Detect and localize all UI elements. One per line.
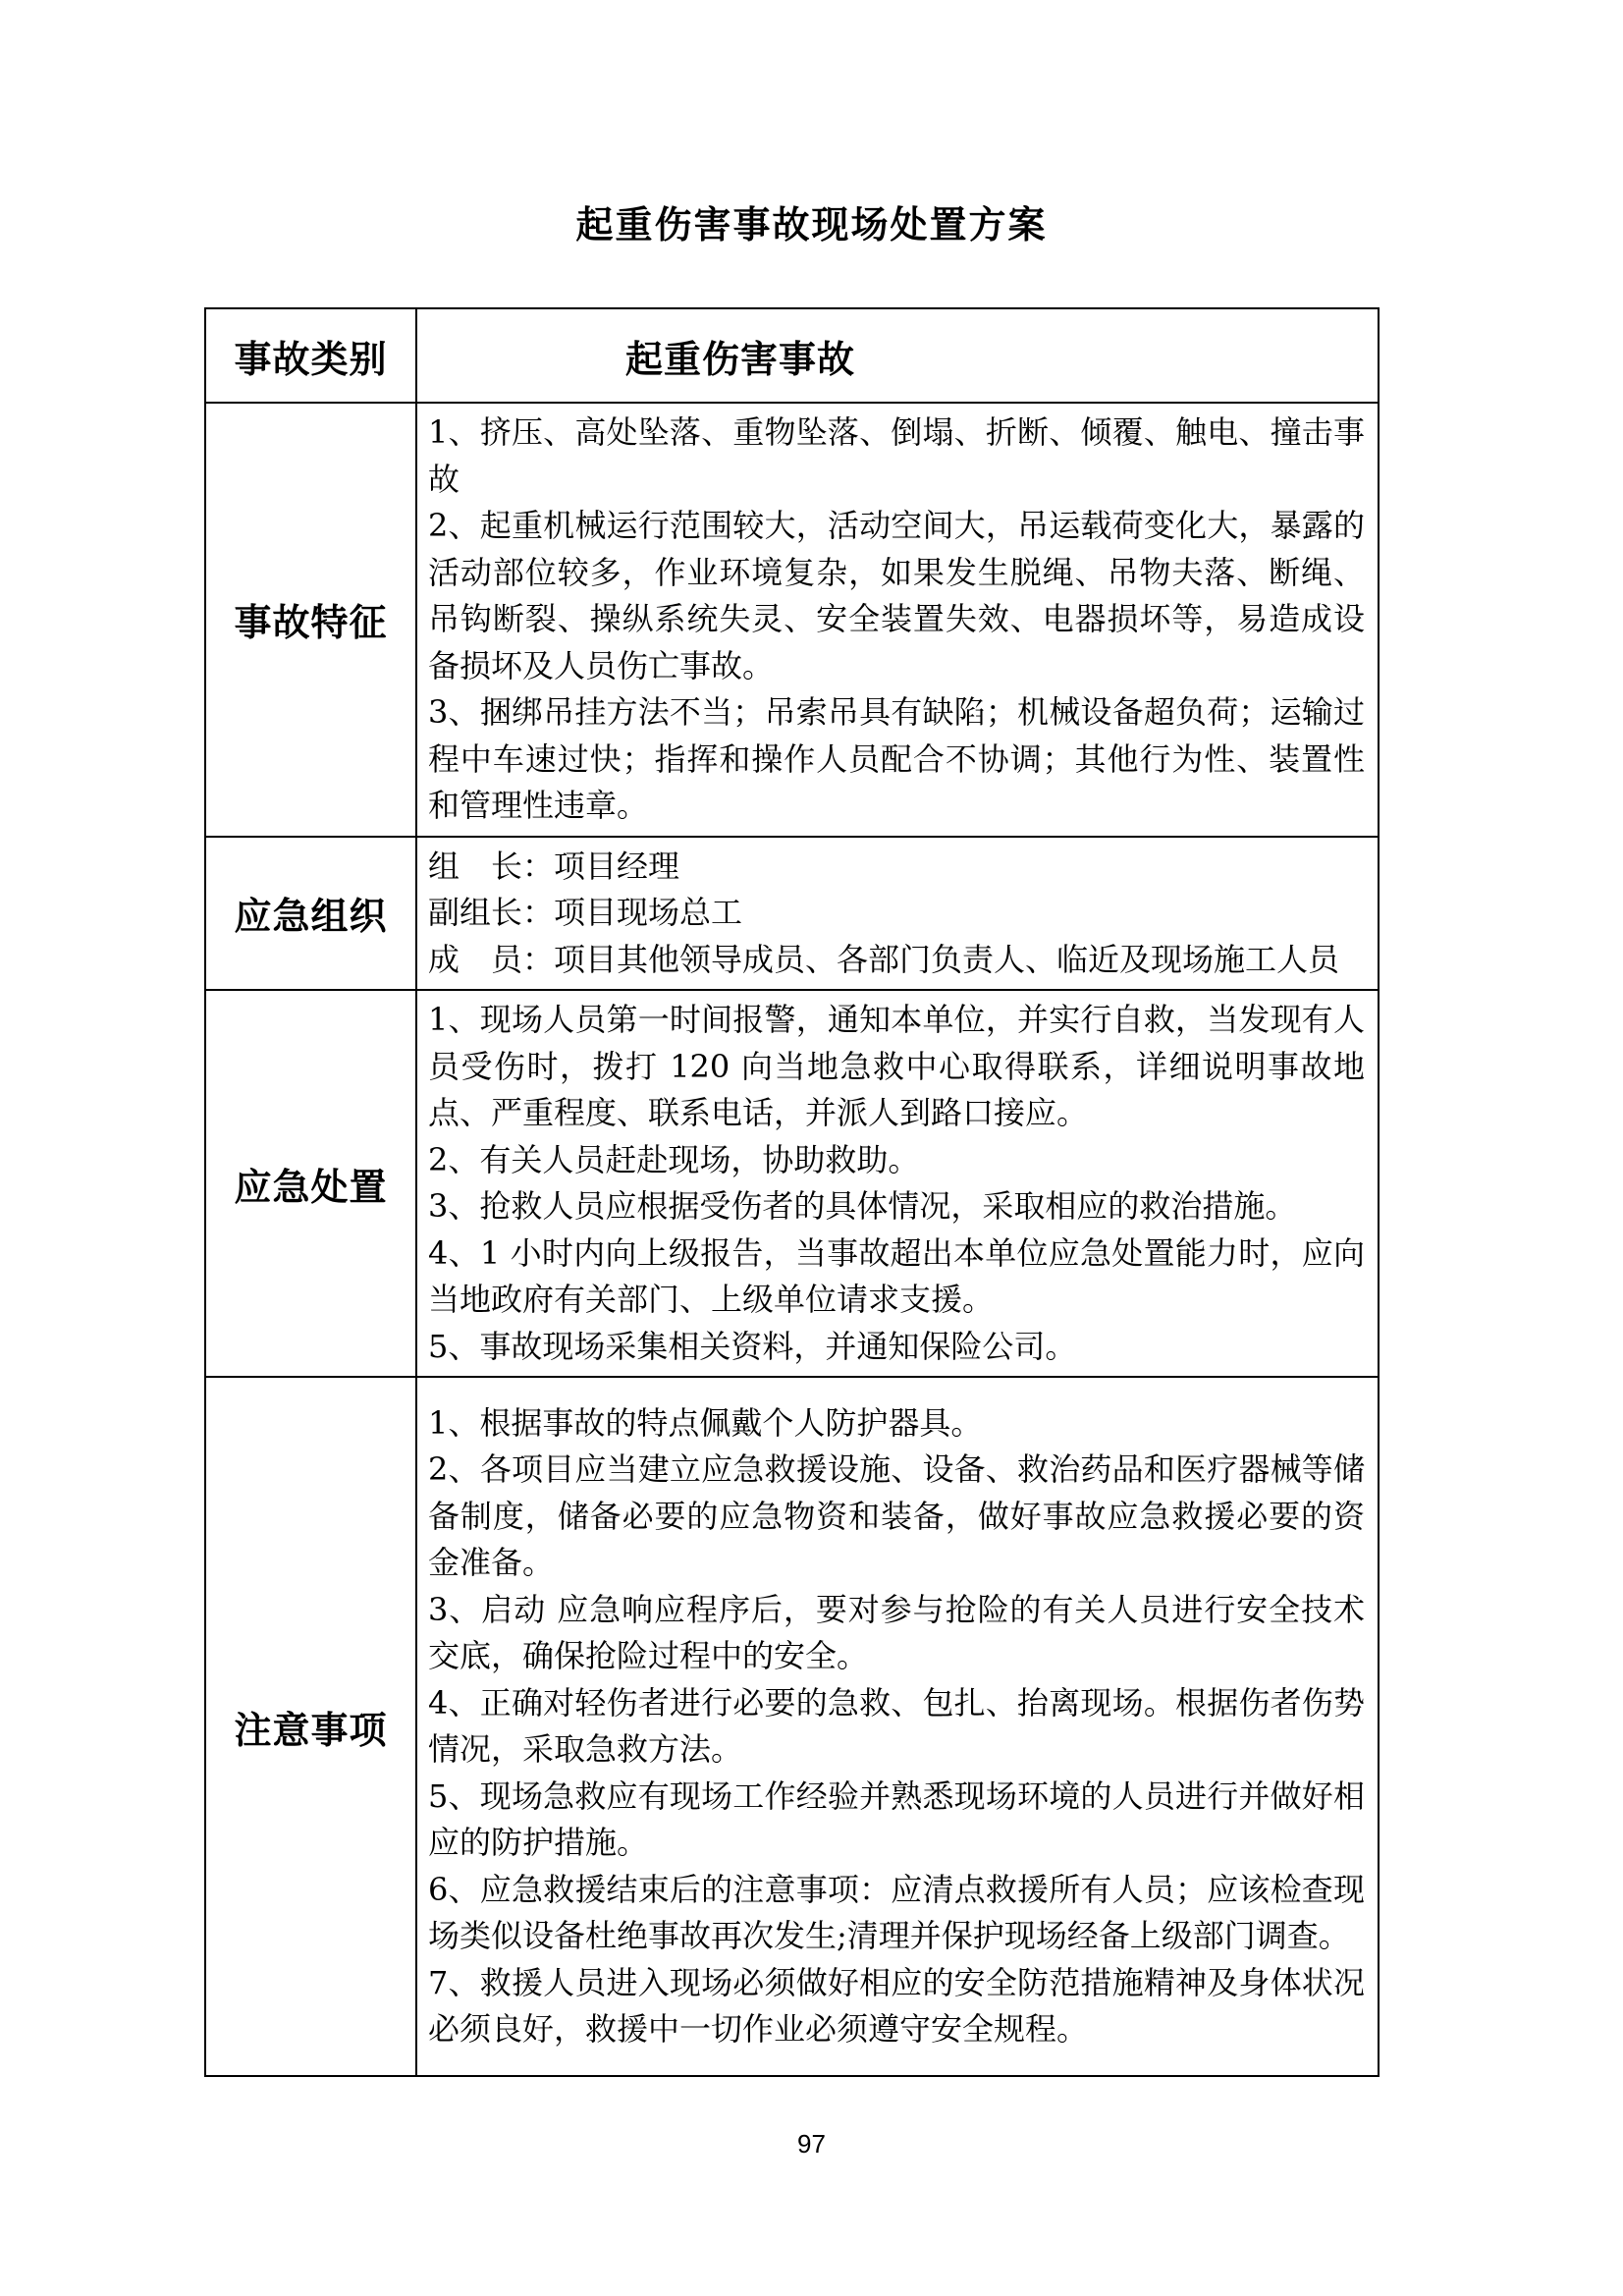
paragraph: 6、应急救援结束后的注意事项：应清点救援所有人员；应该检查现场类似设备杜绝事故再次发生;清理并保护现场经备上级部门调查。: [428, 1870, 1365, 1954]
paragraph: 3、抢救人员应根据受伤者的具体情况，采取相应的救治措施。: [428, 1187, 1297, 1225]
table-row-precautions: [205, 1377, 1379, 2076]
row-label-precautions: 注意事项: [205, 1377, 416, 2076]
table-row-emergency-organization: [205, 837, 1379, 991]
paragraph: 3、捆绑吊挂方法不当；吊索吊具有缺陷；机械设备超负荷；运输过程中车速过快；指挥和操作人员配合不协调；其他行为性、装置性和管理性违章。: [428, 693, 1365, 824]
accident-category-value: 起重伤害事故: [416, 308, 1379, 403]
paragraph: 副组长：项目现场总工: [428, 894, 743, 931]
disposal-table: [204, 307, 1380, 2077]
emergency-organization-content: [416, 837, 1379, 991]
table-row-accident-category: [205, 308, 1379, 403]
emergency-handling-content: [416, 990, 1379, 1377]
page-number: 97: [797, 2129, 826, 2159]
paragraph: 2、有关人员赶赴现场，协助救助。: [428, 1140, 920, 1178]
paragraph: 1、现场人员第一时间报警，通知本单位，并实行自救，当发现有人员受伤时，拨打 120 向当地急救中心取得联系，详细说明事故地点、严重程度、联系电话，并派人到路口接应。: [428, 1001, 1365, 1131]
paragraph: 2、起重机械运行范围较大，活动空间大，吊运载荷变化大，暴露的活动部位较多，作业环境复杂，如果发生脱绳、吊物夫落、断绳、吊钩断裂、操纵系统失灵、安全装置失效、电器损坏等，易造成设备损坏及人员伤亡事故。: [428, 507, 1365, 684]
row-label-accident-features: 事故特征: [205, 403, 416, 837]
paragraph: 2、各项目应当建立应急救援设施、设备、救治药品和医疗器械等储备制度，储备必要的应急物资和装备，做好事故应急救援必要的资金准备。: [428, 1450, 1365, 1581]
paragraph: 1、根据事故的特点佩戴个人防护器具。: [428, 1403, 983, 1442]
paragraph: 成 员：项目其他领导成员、各部门负责人、临近及现场施工人员: [428, 940, 1340, 978]
row-label-emergency-handling: 应急处置: [205, 990, 416, 1377]
paragraph: 4、正确对轻伤者进行必要的急救、包扎、抬离现场。根据伤者伤势情况，采取急救方法。: [428, 1683, 1365, 1768]
document-title: 起重伤害事故现场处置方案: [575, 202, 1048, 246]
precautions-content: [416, 1377, 1379, 2076]
paragraph: 5、现场急救应有现场工作经验并熟悉现场环境的人员进行并做好相应的防护措施。: [428, 1777, 1365, 1861]
row-label-emergency-organization: 应急组织: [205, 837, 416, 991]
accident-features-content: [416, 403, 1379, 837]
paragraph: 组 长：项目经理: [428, 847, 680, 885]
paragraph: 4、1 小时内向上级报告，当事故超出本单位应急处置能力时，应向当地政府有关部门、上级单位请求支援。: [428, 1233, 1365, 1318]
row-label-accident-category: 事故类别: [205, 308, 416, 403]
paragraph: 5、事故现场采集相关资料，并通知保险公司。: [428, 1327, 1077, 1365]
paragraph: 7、救援人员进入现场必须做好相应的安全防范措施精神及身体状况必须良好，救援中一切作业必须遵守安全规程。: [428, 1963, 1365, 2048]
table-row-emergency-handling: [205, 990, 1379, 1377]
table-row-accident-features: [205, 403, 1379, 837]
paragraph: 3、启动 应急响应程序后，要对参与抢险的有关人员进行安全技术交底，确保抢险过程中的安全。: [428, 1590, 1365, 1674]
paragraph: 1、挤压、高处坠落、重物坠落、倒塌、折断、倾覆、触电、撞击事故: [428, 413, 1365, 498]
